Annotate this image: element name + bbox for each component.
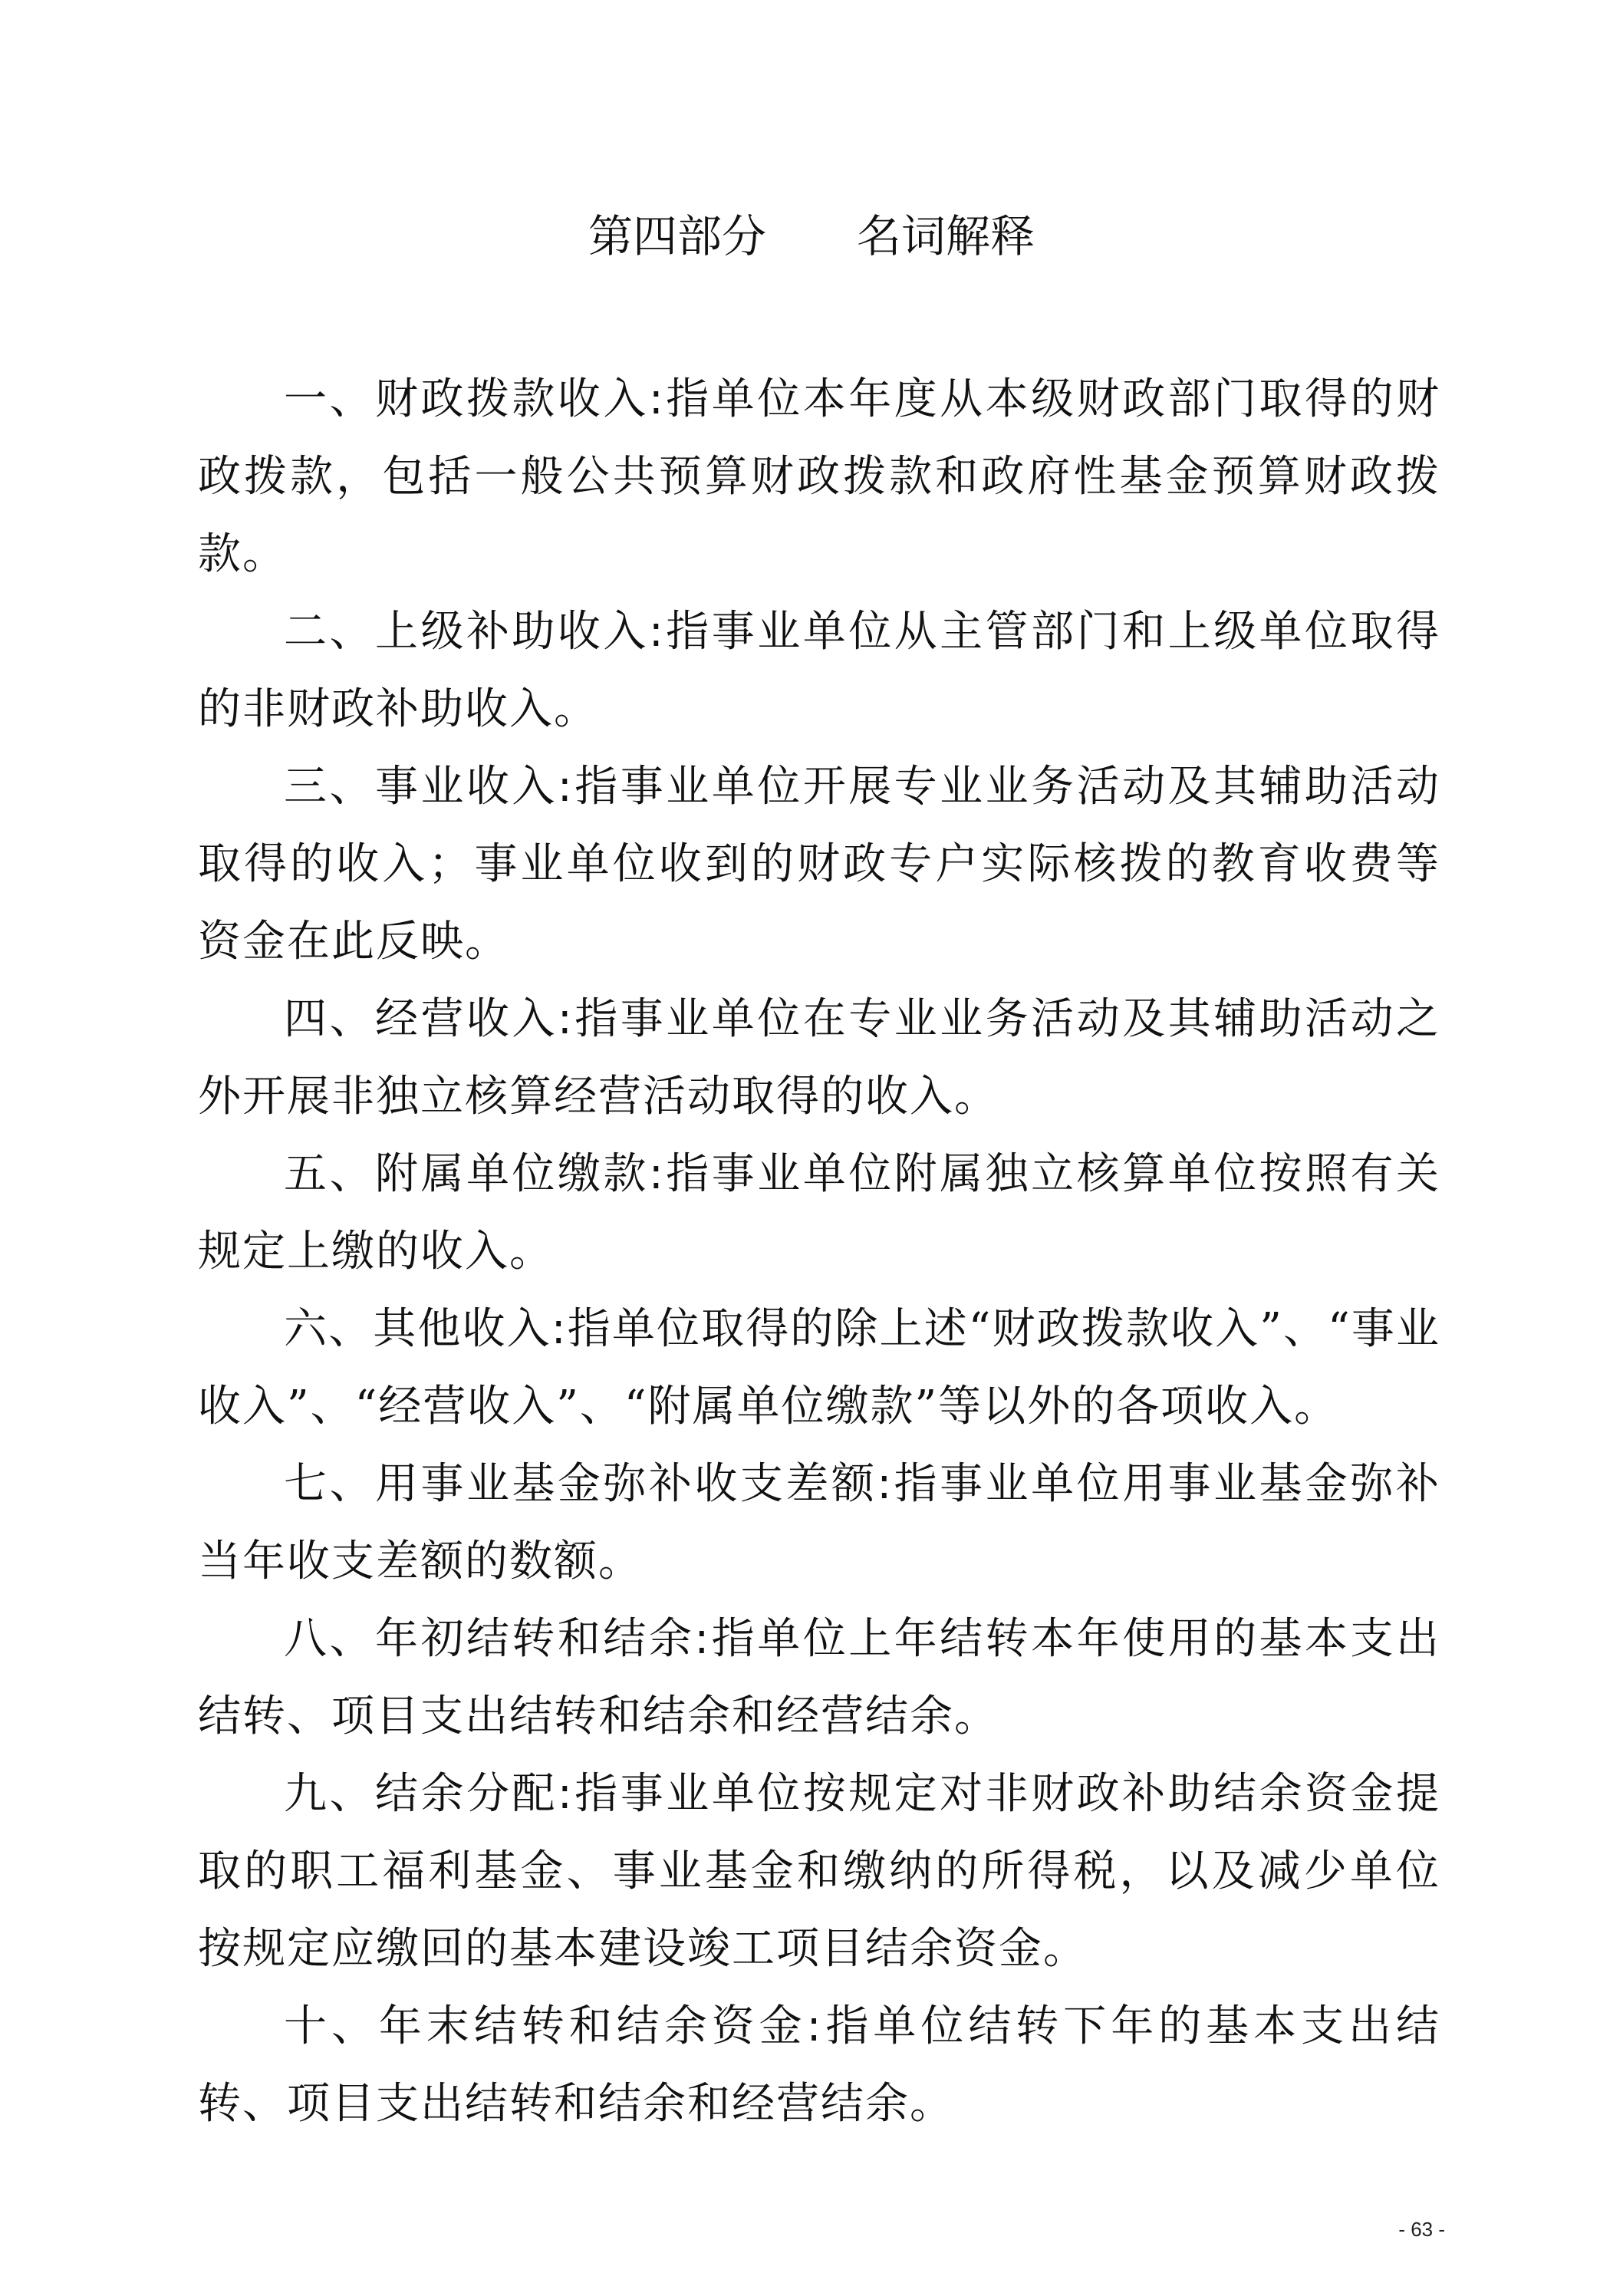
entry-separator: : bbox=[551, 1304, 568, 1354]
entry-term: 二、上级补助收入 bbox=[284, 607, 649, 657]
entry-term: 八、年初结转和结余 bbox=[284, 1614, 695, 1664]
entry-separator: : bbox=[877, 1459, 894, 1509]
glossary-entry bbox=[198, 361, 1440, 593]
entry-term: 五、附属单位缴款 bbox=[284, 1149, 649, 1199]
glossary-entry bbox=[198, 748, 1440, 980]
glossary-entry bbox=[198, 980, 1440, 1135]
entry-separator: : bbox=[557, 994, 574, 1044]
entry-term: 四、经营收入 bbox=[284, 994, 558, 1044]
entry-description: 指单位上年结转本年使用的基本支出结转、项目支出结转和结余和经营结余。 bbox=[198, 1614, 1441, 1741]
entry-term: 一、财政拨款收入 bbox=[284, 374, 649, 424]
entry-separator: : bbox=[648, 374, 665, 424]
entry-description: 指单位取得的除上述“财政拨款收入”、“事业收入”、“经营收入”、“附属单位缴款”等以外的各项收入。 bbox=[198, 1304, 1440, 1431]
entry-description: 指事业单位附属独立核算单位按照有关规定上缴的收入。 bbox=[198, 1149, 1441, 1276]
entry-term: 七、用事业基金弥补收支差额 bbox=[284, 1459, 877, 1509]
entry-separator: : bbox=[694, 1614, 711, 1664]
glossary-body bbox=[198, 361, 1440, 2143]
glossary-entry bbox=[198, 1600, 1440, 1755]
entry-term: 十、年末结转和结余资金 bbox=[284, 2001, 807, 2051]
entry-term: 三、事业收入 bbox=[284, 762, 558, 812]
title-part: 第四部分 bbox=[588, 210, 766, 262]
glossary-entry bbox=[198, 1755, 1440, 1988]
entry-term: 九、结余分配 bbox=[284, 1769, 558, 1819]
entry-separator: : bbox=[648, 1149, 665, 1199]
glossary-entry bbox=[198, 1290, 1440, 1445]
glossary-entry bbox=[198, 1445, 1440, 1600]
entry-separator: : bbox=[648, 607, 665, 657]
page-title bbox=[0, 206, 1623, 267]
entry-separator: : bbox=[557, 1769, 574, 1819]
entry-description: 指事业单位在专业业务活动及其辅助活动之外开展非独立核算经营活动取得的收入。 bbox=[198, 994, 1441, 1122]
entry-description: 指单位本年度从本级财政部门取得的财政拨款，包括一般公共预算财政拨款和政府性基金预算财政拨款。 bbox=[198, 374, 1441, 579]
glossary-entry bbox=[198, 593, 1440, 748]
entry-separator: : bbox=[557, 762, 574, 812]
entry-term: 六、其他收入 bbox=[284, 1304, 551, 1354]
glossary-entry bbox=[198, 1135, 1440, 1290]
glossary-entry bbox=[198, 1988, 1440, 2143]
entry-description: 指事业单位开展专业业务活动及其辅助活动取得的收入；事业单位收到的财政专户实际核拨的教育收费等资金在此反映。 bbox=[198, 762, 1441, 967]
title-name: 名词解释 bbox=[857, 210, 1035, 262]
page-number: - 63 - bbox=[1398, 2218, 1445, 2241]
entry-description: 指事业单位按规定对非财政补助结余资金提取的职工福利基金、事业基金和缴纳的所得税，以及减少单位按规定应缴回的基本建设竣工项目结余资金。 bbox=[198, 1769, 1441, 1974]
entry-description: 指事业单位从主管部门和上级单位取得的非财政补助收入。 bbox=[198, 607, 1441, 734]
entry-description: 指单位结转下年的基本支出结转、项目支出结转和结余和经营结余。 bbox=[198, 2001, 1441, 2129]
entry-description: 指事业单位用事业基金弥补当年收支差额的数额。 bbox=[198, 1459, 1441, 1586]
entry-separator: : bbox=[806, 2001, 823, 2051]
